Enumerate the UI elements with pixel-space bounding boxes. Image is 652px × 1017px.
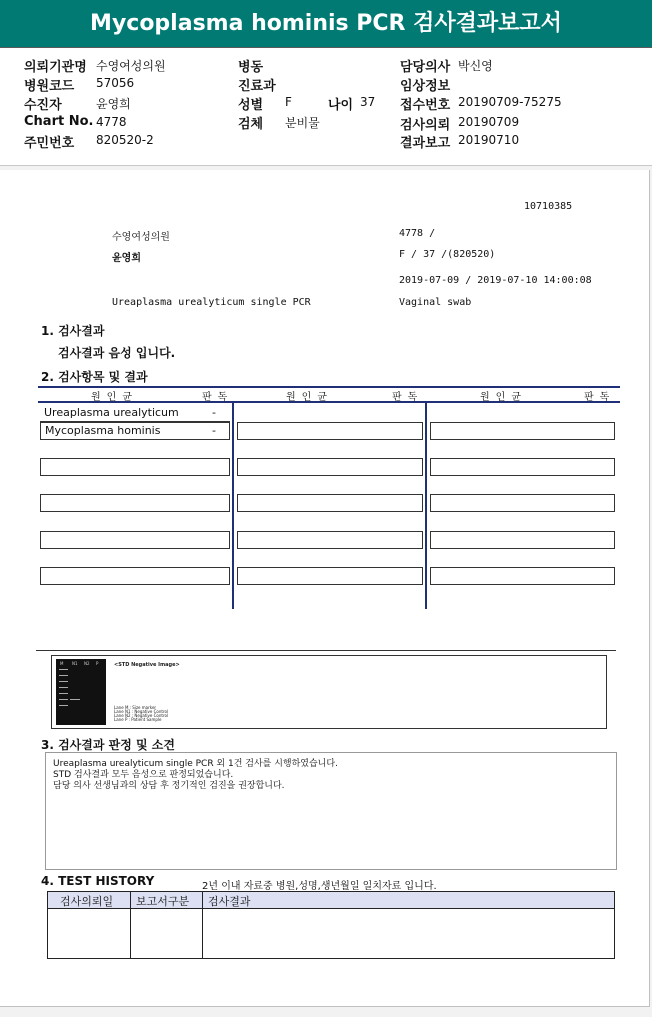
result-row-empty <box>40 458 230 476</box>
gel-lane-label: M <box>60 661 64 666</box>
organism-mycoplasma: Mycoplasma hominis <box>45 424 161 437</box>
report-page <box>0 170 650 1007</box>
specimen-label: 검체 <box>238 117 264 132</box>
gel-legend-item: Lane N1 : Negative Control <box>114 709 169 714</box>
age-value: 37 <box>360 95 376 109</box>
summary-dates: 2019-07-09 / 2019-07-10 14:00:08 <box>399 275 592 286</box>
history-col-request-date: 검사의뢰일 <box>60 895 114 908</box>
gel-lane-label: P <box>96 661 99 666</box>
history-col-result: 검사결과 <box>208 895 251 908</box>
gel-legend-item: Lane N2 : Negative Control <box>114 713 169 718</box>
history-table <box>47 891 615 959</box>
result-mycoplasma: - <box>212 424 216 437</box>
gel-caption: <STD Negative Image> <box>114 662 180 668</box>
result-row-empty <box>430 531 615 549</box>
column-divider <box>425 403 427 609</box>
result-row-empty <box>237 422 423 440</box>
gel-lane-label: N2 <box>84 661 90 666</box>
opinion-line: 담당 의사 선생님과의 상담 후 정기적인 검진을 권장합니다. <box>53 781 285 791</box>
result-row <box>40 422 230 440</box>
summary-sex-age: F / 37 /(820520) <box>399 249 496 260</box>
chart-label: Chart No. <box>24 114 94 129</box>
chart-value: 4778 <box>96 115 127 129</box>
history-table-header <box>48 892 614 909</box>
result-row-empty <box>237 567 423 585</box>
receipt-label: 접수번호 <box>400 98 451 113</box>
summary-test-name: Ureaplasma urealyticum single PCR <box>112 297 311 308</box>
summary-specimen: Vaginal swab <box>399 297 472 308</box>
result-row-empty <box>430 494 615 512</box>
col-organism-2: 원인균 <box>286 392 333 403</box>
sex-label: 성별 <box>238 98 264 113</box>
sex-value: F <box>285 95 292 109</box>
col-result-1: 판독 <box>202 392 234 403</box>
age-label: 나이 <box>328 98 354 113</box>
receipt-value: 20190709-75275 <box>458 95 562 109</box>
opinion-line: Ureaplasma urealyticum single PCR 외 1건 검사를 시행하였습니다. <box>53 759 338 769</box>
summary-chart: 4778 / <box>399 228 436 239</box>
result-row-empty <box>430 422 615 440</box>
institution-value: 수영여성의원 <box>96 59 166 73</box>
history-col-divider <box>130 892 131 958</box>
history-col-divider <box>202 892 203 958</box>
col-result-2: 판독 <box>392 392 424 403</box>
patient-label: 수진자 <box>24 98 62 113</box>
col-organism-1: 원인균 <box>91 392 138 403</box>
resident-value: 820520-2 <box>96 133 154 147</box>
report-label: 결과보고 <box>400 136 451 151</box>
institution-label: 의뢰기관명 <box>24 60 87 75</box>
department-label: 진료과 <box>238 79 276 94</box>
report-date: 20190710 <box>458 133 520 147</box>
result-row-empty <box>430 458 615 476</box>
request-label: 검사의뢰 <box>400 118 451 133</box>
col-result-3: 판독 <box>584 392 616 403</box>
gel-electrophoresis-image <box>56 659 106 725</box>
doctor-value: 박신영 <box>458 59 493 73</box>
result-row-empty <box>40 531 230 549</box>
summary-patient: 윤영희 <box>112 253 141 264</box>
section3-title: 3. 검사결과 판정 및 소견 <box>41 738 175 752</box>
section4-title: 4. TEST HISTORY <box>41 874 155 888</box>
section1-result: 검사결과 음성 입니다. <box>58 346 176 360</box>
section2-title: 2. 검사항목 및 결과 <box>41 370 148 384</box>
opinion-line: STD 검사결과 모두 음성으로 판정되었습니다. <box>53 770 234 780</box>
result-row-empty <box>40 567 230 585</box>
patient-value: 윤영희 <box>96 97 131 111</box>
section-divider <box>36 650 616 651</box>
gel-image-box <box>51 655 607 729</box>
resident-label: 주민번호 <box>24 136 75 151</box>
patient-info-panel <box>0 48 652 166</box>
summary-hospital: 수영여성의원 <box>112 232 170 243</box>
hospital-code-value: 57056 <box>96 76 135 90</box>
result-row-empty <box>237 531 423 549</box>
organism-ureaplasma: Ureaplasma urealyticum <box>44 406 179 419</box>
ward-label: 병동 <box>238 60 264 75</box>
history-col-report-type: 보고서구분 <box>136 895 190 908</box>
section1-title: 1. 검사결과 <box>41 324 105 338</box>
clinical-label: 임상정보 <box>400 79 451 94</box>
specimen-value: 분비물 <box>285 116 320 130</box>
doctor-label: 담당의사 <box>400 60 451 75</box>
result-table-header <box>38 386 620 403</box>
gel-legend-item: Lane M : Size marker <box>114 705 157 710</box>
column-divider <box>232 403 234 609</box>
result-row-empty <box>430 567 615 585</box>
hospital-code-label: 병원코드 <box>24 79 75 94</box>
report-code: 10710385 <box>524 201 573 212</box>
result-row-empty <box>40 494 230 512</box>
result-row-empty <box>237 494 423 512</box>
opinion-box <box>45 752 617 870</box>
report-title: Mycoplasma hominis PCR 검사결과보고서 <box>0 0 652 48</box>
col-organism-3: 원인균 <box>480 392 527 403</box>
result-row-empty <box>237 458 423 476</box>
result-ureaplasma: - <box>212 406 216 419</box>
request-date: 20190709 <box>458 115 520 129</box>
gel-lane-label: N1 <box>72 661 78 666</box>
history-note: 2년 이내 자료중 병원,성명,생년월일 일치자료 입니다. <box>202 881 437 892</box>
gel-legend-item: Lane P : Patient Sample <box>114 717 162 722</box>
